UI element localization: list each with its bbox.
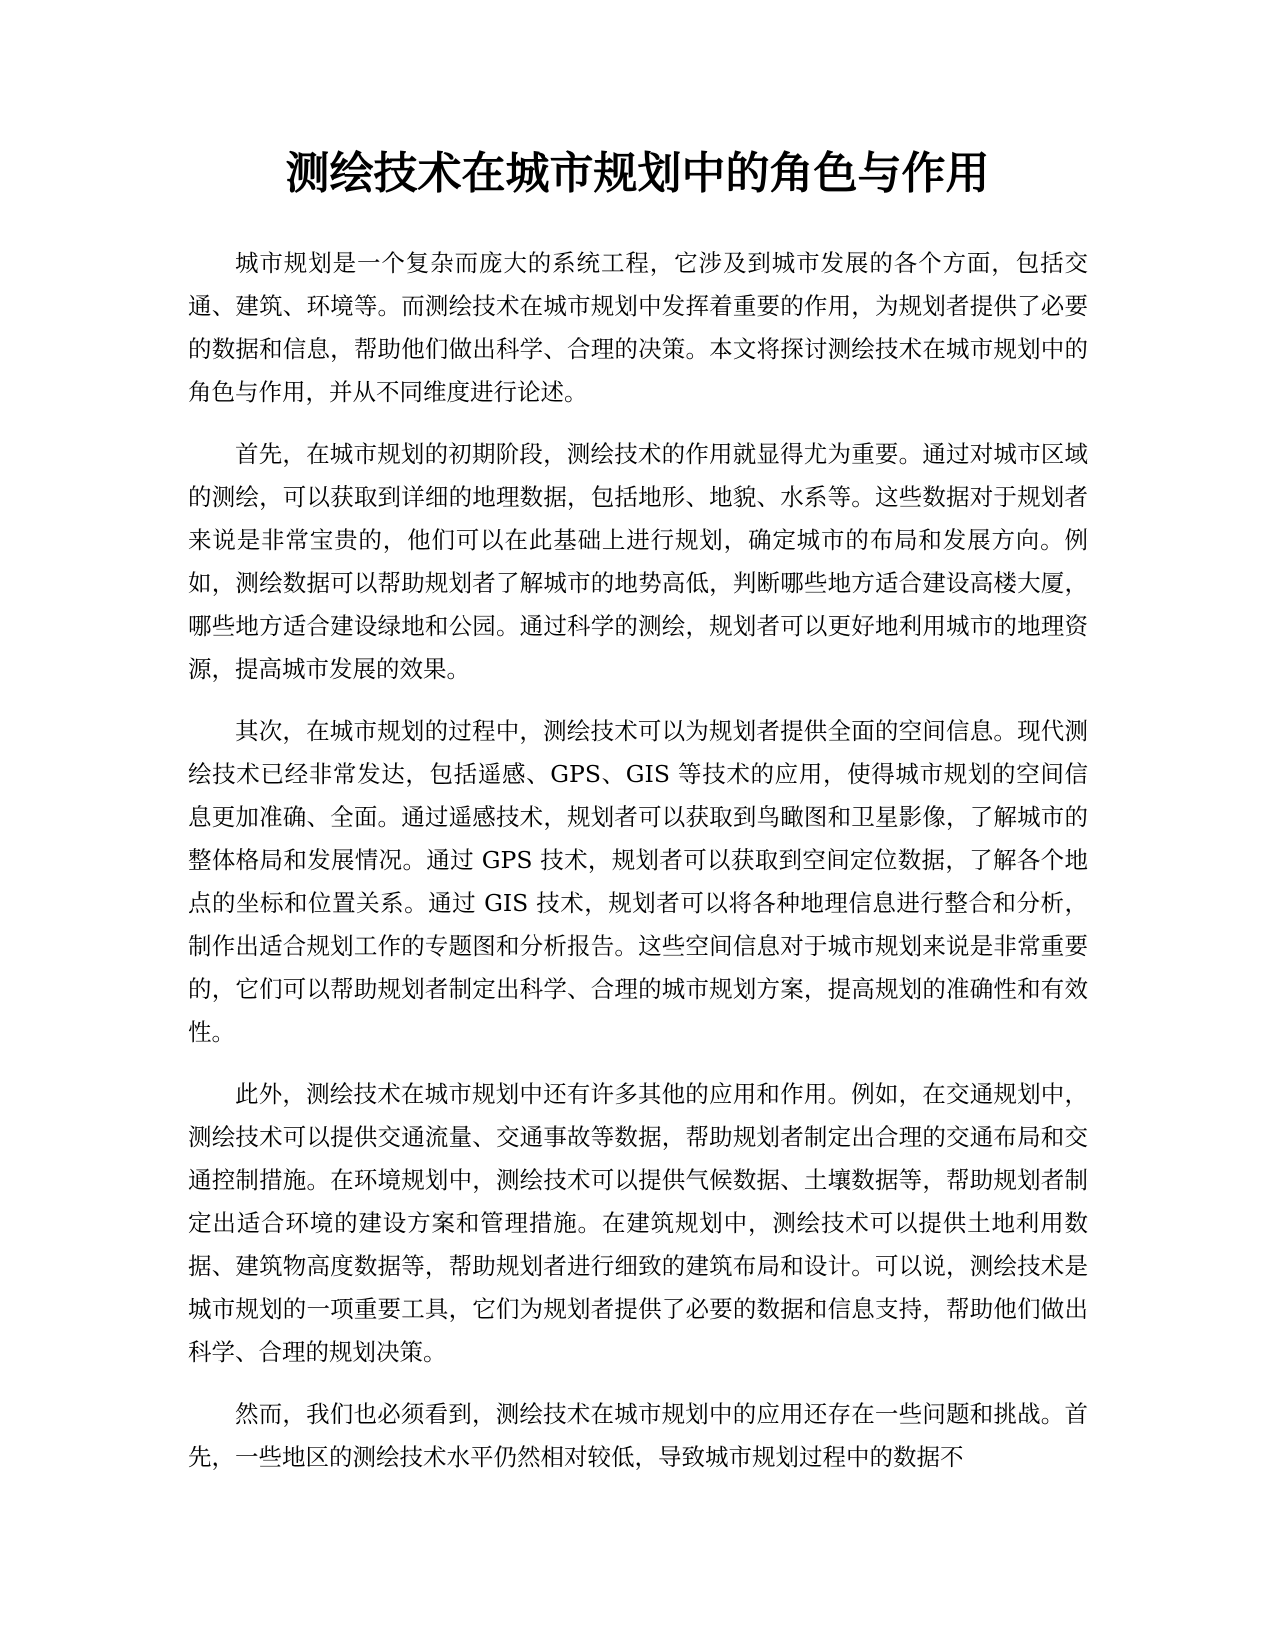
paragraph-initial-stage: 首先，在城市规划的初期阶段，测绘技术的作用就显得尤为重要。通过对城市区域的测绘，可以获取到详细的地理数据，包括地形、地貌、水系等。这些数据对于规划者来说是非常宝贵的，他们可以在此基础上进行规划，确定城市的布局和发展方向。例如，测绘数据可以帮助规划者了解城市的地势高低，判断哪些地方适合建设高楼大厦，哪些地方适合建设绿地和公园。通过科学的测绘，规划者可以更好地利用城市的地理资源，提高城市发展的效果。 bbox=[188, 440, 1088, 683]
paragraph-intro: 城市规划是一个复杂而庞大的系统工程，它涉及到城市发展的各个方面，包括交通、建筑、环境等。而测绘技术在城市规划中发挥着重要的作用，为规划者提供了必要的数据和信息，帮助他们做出科学、合理的决策。本文将探讨测绘技术在城市规划中的角色与作用，并从不同维度进行论述。 bbox=[188, 249, 1088, 406]
paragraph-spatial-information: 其次，在城市规划的过程中，测绘技术可以为规划者提供全面的空间信息。现代测绘技术已经非常发达，包括遥感、GPS、GIS 等技术的应用，使得城市规划的空间信息更加准确、全面。通过遥感技术，规划者可以获取到鸟瞰图和卫星影像，了解城市的整体格局和发展情况。通过 GPS 技术，规划者可以获取到空间定位数据，了解各个地点的坐标和位置关系。通过 GIS 技术，规划者可以将各种地理信息进行整合和分析，制作出适合规划工作的专题图和分析报告。这些空间信息对于城市规划来说是非常重要的，它们可以帮助规划者制定出科学、合理的城市规划方案，提高规划的准确性和有效性。 bbox=[188, 717, 1088, 1046]
document-body bbox=[188, 242, 1088, 1498]
paragraph-challenges: 然而，我们也必须看到，测绘技术在城市规划中的应用还存在一些问题和挑战。首先，一些地区的测绘技术水平仍然相对较低，导致城市规划过程中的数据不 bbox=[188, 1400, 1088, 1471]
paragraph-other-applications: 此外，测绘技术在城市规划中还有许多其他的应用和作用。例如，在交通规划中，测绘技术可以提供交通流量、交通事故等数据，帮助规划者制定出合理的交通布局和交通控制措施。在环境规划中，测绘技术可以提供气候数据、土壤数据等，帮助规划者制定出适合环境的建设方案和管理措施。在建筑规划中，测绘技术可以提供土地利用数据、建筑物高度数据等，帮助规划者进行细致的建筑布局和设计。可以说，测绘技术是城市规划的一项重要工具，它们为规划者提供了必要的数据和信息支持，帮助他们做出科学、合理的规划决策。 bbox=[188, 1080, 1088, 1366]
document-title: 测绘技术在城市规划中的角色与作用 bbox=[285, 148, 990, 199]
